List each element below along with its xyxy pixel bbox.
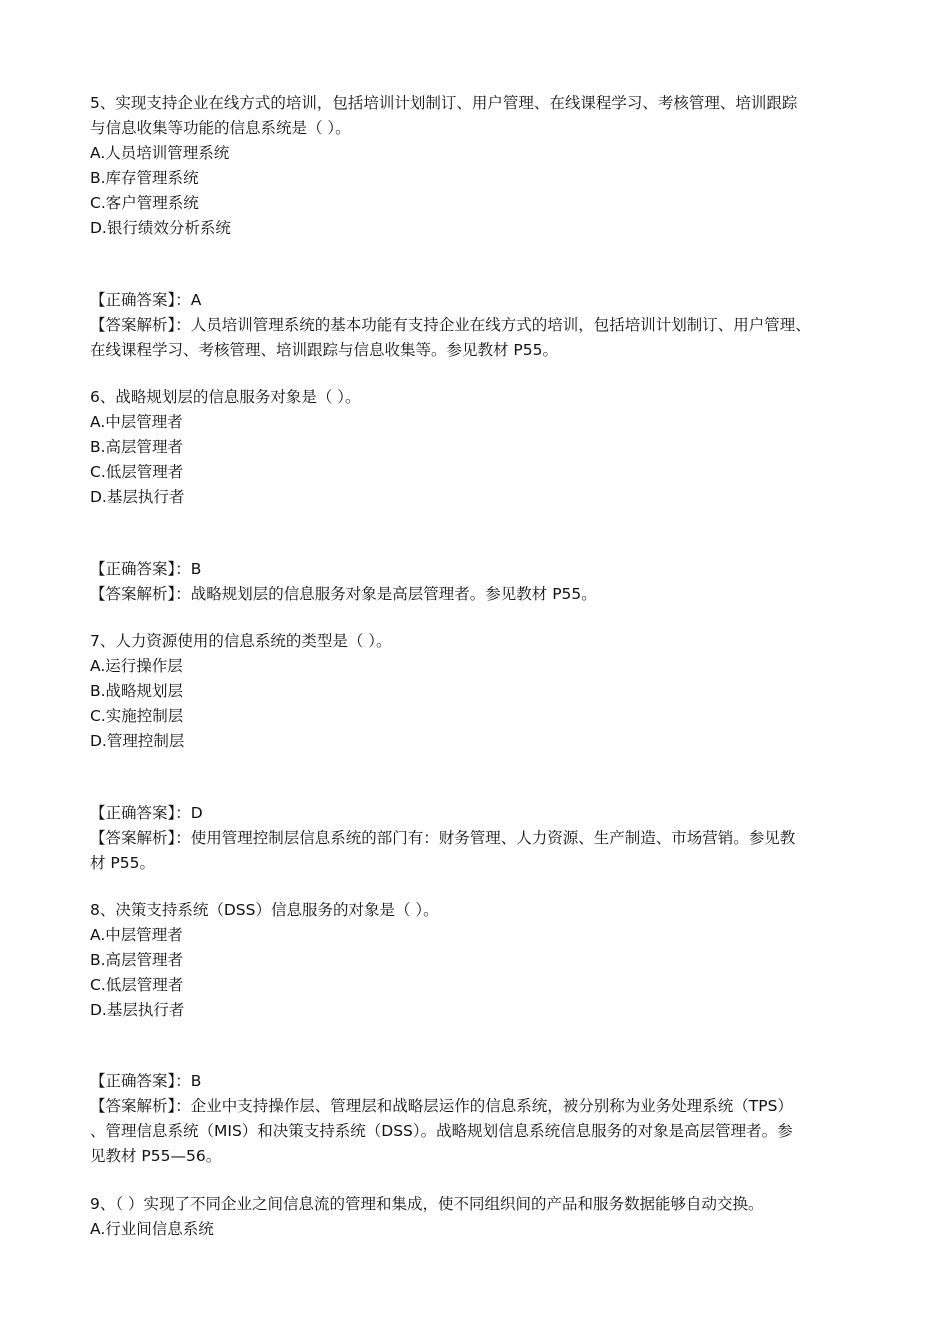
option-d: D.基层执行者	[90, 1001, 185, 1019]
answer-value: D	[190, 804, 203, 822]
option-d: D.基层执行者	[90, 488, 185, 506]
option-a: A.行业间信息系统	[90, 1220, 214, 1238]
option-b: B.高层管理者	[90, 438, 184, 456]
answer-block-8	[90, 1069, 870, 1169]
analysis-text-line: 材 P55。	[90, 854, 155, 872]
question-stem-line: 9、（ ）实现了不同企业之间信息流的管理和集成，使不同组织间的产品和服务数据能够自动交换。	[90, 1195, 764, 1213]
correct-answer	[90, 557, 870, 582]
answer-value: B	[190, 1072, 202, 1090]
option-d: D.管理控制层	[90, 732, 185, 750]
option-d: D.银行绩效分析系统	[90, 219, 231, 237]
answer-label: 【正确答案】：	[90, 1072, 191, 1090]
option-a: A.运行操作层	[90, 657, 183, 675]
option-c: C.低层管理者	[90, 463, 184, 481]
analysis	[90, 826, 870, 851]
answer-block-7	[90, 801, 870, 876]
analysis-label: 【答案解析】：	[90, 829, 191, 847]
answer-label: 【正确答案】：	[90, 291, 191, 309]
question-5	[90, 91, 870, 241]
correct-answer	[90, 288, 870, 313]
question-stem-line: 6、战略规划层的信息服务对象是（ ）。	[90, 388, 361, 406]
option-a: A.中层管理者	[90, 413, 183, 431]
answer-block-5	[90, 288, 870, 363]
answer-block-6	[90, 557, 870, 607]
question-stem-line: 与信息收集等功能的信息系统是（ ）。	[90, 119, 351, 137]
question-9	[90, 1192, 870, 1242]
answer-value: A	[190, 291, 202, 309]
analysis-text: 企业中支持操作层、管理层和战略层运作的信息系统，被分别称为业务处理系统（TPS）	[190, 1097, 793, 1115]
analysis-text: 使用管理控制层信息系统的部门有：财务管理、人力资源、生产制造、市场营销。参见教	[190, 829, 796, 847]
correct-answer	[90, 1069, 870, 1094]
option-a: A.人员培训管理系统	[90, 144, 230, 162]
question-6	[90, 385, 870, 510]
question-stem-line: 7、人力资源使用的信息系统的类型是（ ）。	[90, 632, 392, 650]
analysis-label: 【答案解析】：	[90, 1097, 191, 1115]
question-7	[90, 629, 870, 754]
answer-label: 【正确答案】：	[90, 804, 191, 822]
analysis	[90, 313, 870, 338]
answer-label: 【正确答案】：	[90, 560, 191, 578]
analysis-text: 战略规划层的信息服务对象是高层管理者。参见教材 P55。	[190, 585, 597, 603]
analysis-label: 【答案解析】：	[90, 316, 191, 334]
correct-answer	[90, 801, 870, 826]
analysis-text-line: 在线课程学习、考核管理、培训跟踪与信息收集等。参见教材 P55。	[90, 341, 558, 359]
analysis	[90, 582, 870, 607]
analysis-label: 【答案解析】：	[90, 585, 191, 603]
option-b: B.高层管理者	[90, 951, 184, 969]
analysis-text-line: 、管理信息系统（MIS）和决策支持系统（DSS）。战略规划信息系统信息服务的对象是高层管理者。参	[90, 1122, 793, 1140]
analysis	[90, 1094, 870, 1119]
analysis-text: 人员培训管理系统的基本功能有支持企业在线方式的培训，包括培训计划制订、用户管理、	[190, 316, 811, 334]
option-a: A.中层管理者	[90, 926, 183, 944]
option-c: C.客户管理系统	[90, 194, 199, 212]
option-b: B.库存管理系统	[90, 169, 199, 187]
question-stem-line: 5、实现支持企业在线方式的培训，包括培训计划制订、用户管理、在线课程学习、考核管理、培训跟踪	[90, 94, 798, 112]
option-b: B.战略规划层	[90, 682, 184, 700]
answer-value: B	[190, 560, 202, 578]
analysis-text-line: 见教材 P55—56。	[90, 1147, 222, 1165]
option-c: C.实施控制层	[90, 707, 184, 725]
question-stem-line: 8、决策支持系统（DSS）信息服务的对象是（ ）。	[90, 901, 439, 919]
question-8	[90, 898, 870, 1023]
option-c: C.低层管理者	[90, 976, 184, 994]
